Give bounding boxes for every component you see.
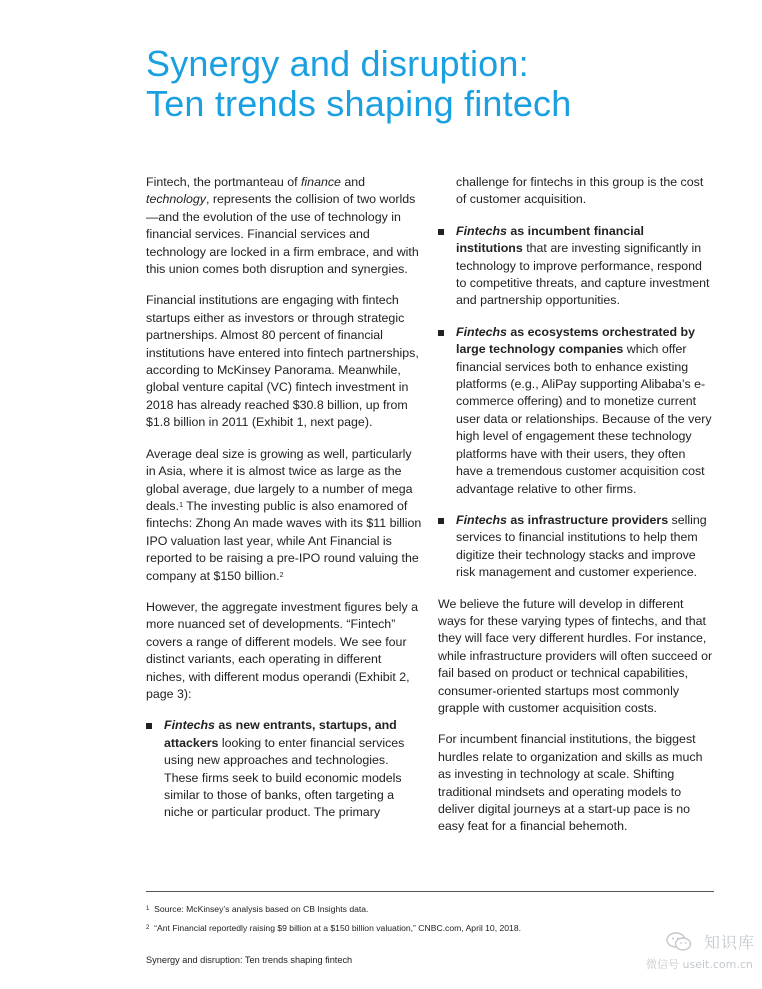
future-paragraph: We believe the future will develop in different ways for these varying types of fintechs, and that they will face very different hurdles. For instance, while infrastructure providers will often succeed or fail based on product or technical capabilities, consumer-oriented startups most commonly grapple with customer acquisition costs. <box>438 596 713 715</box>
bullet-infrastructure: Fintechs as infrastructure providers selling services to financial institutions to help them digitize their technology stacks and improve risk management and customer experience. <box>438 512 714 582</box>
bullet-square-icon <box>438 518 444 524</box>
deal-size-paragraph: Average deal size is growing as well, particularly in Asia, where it is almost twice as large as the global average, due largely to a number of mega deals.$^1$ The investing public is also enamored of fintechs: Zhong An made waves with its $11 billion IPO valuation last year, while Ant Financial is reported to be raising a pre-IPO round valuing the company at $150 billion.$^2$ <box>146 446 422 583</box>
wechat-icon <box>666 932 692 952</box>
aggregate-paragraph: However, the aggregate investment figures bely a more nuanced set of developments. “Fintech” covers a range of different models. We see four distinct variants, each operating in different niches, with different modus operandi (Exhibit 2, page 3): <box>146 599 419 701</box>
title-line-1: Synergy and disruption: <box>146 43 529 84</box>
watermark-subtitle: 微信号 useit.com.cn <box>646 958 753 971</box>
page-footer: Synergy and disruption: Ten trends shaping fintech <box>146 955 353 965</box>
left-column <box>146 174 422 836</box>
footnote-1: $^1$ Source: McKinsey’s analysis based on CB Insights data. <box>146 904 369 914</box>
right-column <box>438 174 714 850</box>
footnote-ref-2: 2 <box>279 571 284 579</box>
incumbent-hurdles-paragraph: For incumbent financial institutions, the biggest hurdles relate to organization and skills as much as investing in technology at scale. Shifting traditional mindsets and operating models to deliver digital journeys at a start-up pace is no easy feat for a financial behemoth. <box>438 732 703 834</box>
bullet-square-icon <box>438 330 444 336</box>
bullet-new-entrants: Fintechs as new entrants, startups, and attackers looking to enter financial services using new approaches and technologies. These firms seek to build economic models similar to those of banks, often targeting a niche or particular product. The primary <box>146 717 422 821</box>
footnote-ref-1: 1 <box>179 501 183 509</box>
bullet-new-entrants-continued: challenge for fintechs in this group is the cost of customer acquisition. <box>456 175 704 207</box>
watermark-name: 知识库 <box>704 933 756 952</box>
title-line-2: Ten trends shaping fintech <box>146 83 572 124</box>
intro-paragraph: Fintech, the portmanteau of finance and technology, represents the collision of two worlds—and the evolution of the use of technology in financial services. Financial services and technology are locked in a firm embrace, and with this union comes both disruption and synergies. <box>146 175 419 277</box>
footnote-divider <box>146 891 714 892</box>
page-title <box>146 44 726 124</box>
footnotes <box>146 900 714 938</box>
bullet-square-icon <box>438 229 444 235</box>
bullet-incumbents: Fintechs as incumbent financial institutions that are investing significantly in technology to improve performance, respond to competitive threats, and capture investment and partnership opportunities. <box>438 223 714 310</box>
bullet-square-icon <box>146 723 152 729</box>
bullet-ecosystems: Fintechs as ecosystems orchestrated by large technology companies which offer financial services both to enhance existing platforms (e.g., AliPay supporting Alibaba’s e-commerce offering) and to monetize current user data or relationships. Because of the very high level of engagement these technology platforms have with their users, they often have a tremendous customer acquisition cost advantage relative to other firms. <box>438 324 714 498</box>
partnerships-paragraph: Financial institutions are engaging with fintech startups either as investors or through strategic partnerships. Almost 80 percent of financial institutions have entered into fintech partnerships, according to McKinsey Panorama. Meanwhile, global venture capital (VC) fintech investment in 2018 has already reached $30.8 billion, up from $1.8 billion in 2011 (Exhibit 1, next page). <box>146 293 419 430</box>
footnote-2: $^2$ “Ant Financial reportedly raising $9 billion at a $150 billion valuation,” CNBC.com, April 10, 2018. <box>146 923 521 933</box>
watermark <box>646 930 756 978</box>
